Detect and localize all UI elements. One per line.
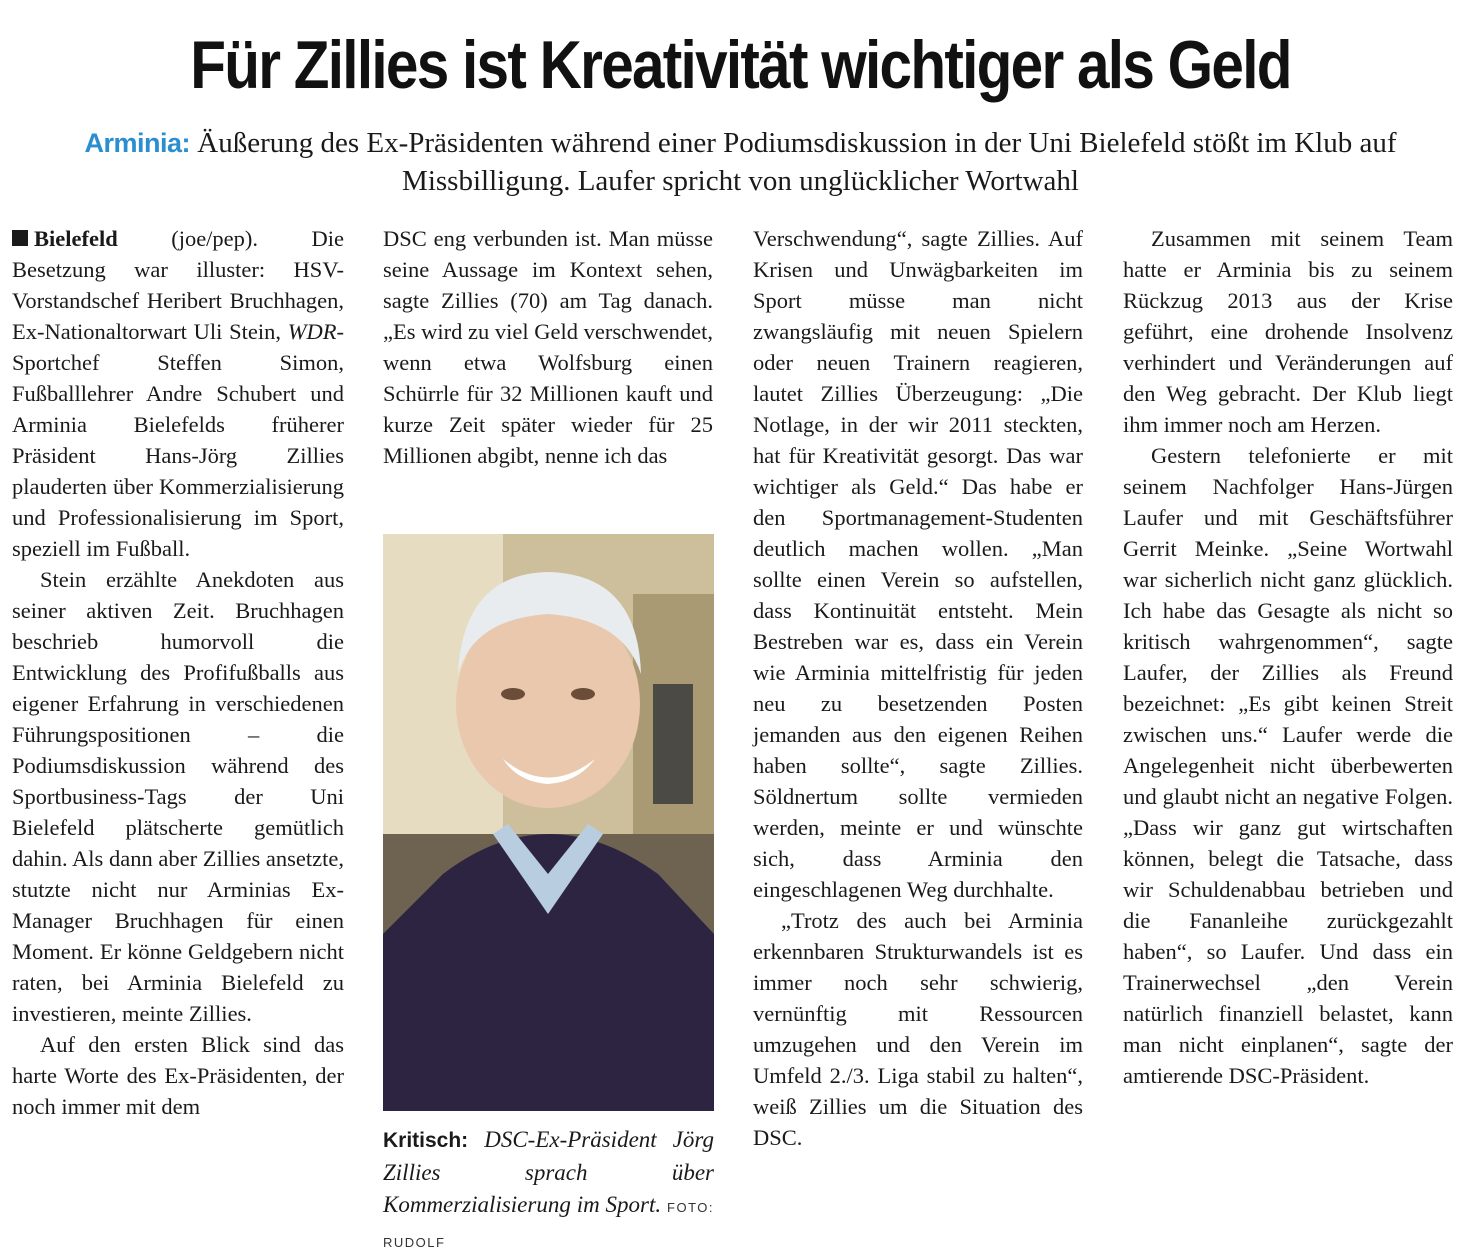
wdr-text: WDR [287, 319, 337, 344]
paragraph: DSC eng verbunden ist. Man müsse seine Aussage im Kontext sehen, sagte Zillies (70) am Tag danach. „Es wird zu viel Geld verschwendet, wenn etwa Wolfsburg einen Schürrle für 32 Millionen kauft und kurze Zeit später wieder für 25 Millionen abgibt, nenne ich das [383, 226, 713, 468]
photo-caption [383, 1124, 714, 1259]
kicker: Arminia: [84, 128, 190, 158]
article-photo [383, 534, 714, 1111]
dateline-place: Bielefeld [34, 226, 118, 251]
paragraph: „Trotz des auch bei Arminia erkennbaren Strukturwandels ist es immer noch sehr schwierig, vernünftig mit Ressourcen umzugehen und den Verein im Umfeld 2./3. Liga stabil zu halten“, weiß Zillies um die Situation des DSC. [753, 908, 1083, 1150]
dateline-text: (joe/pep). Die Besetzung war illuster: HSV-Vorstandschef Heribert Bruchhagen, Ex-Nationaltorwart Uli Stein, [12, 226, 344, 344]
black-square-icon [12, 230, 28, 246]
column-2 [383, 223, 713, 471]
subhead-text: Äußerung des Ex-Präsidenten während einer Podiumsdiskussion in der Uni Bielefeld stößt im Klub auf Missbilligung. Laufer spricht von unglücklicher Wortwahl [197, 127, 1397, 197]
headline: Für Zillies ist Kreativität wichtiger als Geld [190, 27, 1291, 103]
paragraph [12, 223, 344, 564]
caption-label: Kritisch: [383, 1129, 469, 1152]
photo-credit: FOTO: RUDOLF [383, 1200, 714, 1250]
portrait-photo-graphic [383, 534, 714, 1111]
column-4 [1123, 223, 1453, 1091]
subheadline [20, 124, 1461, 200]
column-1 [12, 223, 344, 1122]
paragraph: Verschwendung“, sagte Zillies. Auf Krisen und Unwägbarkeiten im Sport müsse man nicht zwangsläufig mit neuen Spielern oder neuen Trainern reagieren, lautet Zillies Überzeugung: „Die Notlage, in der wir 2011 steckten, hat für Kreativität gesorgt. Das war wichtiger als Geld.“ Das habe er den Sportmanagement-Studenten deutlich machen wollen. „Man sollte einen Verein so aufstellen, dass Kontinuität entsteht. Mein Bestreben war es, dass ein Verein wie Arminia mittelfristig für jeden neu zu besetzenden Posten jemanden aus den eigenen Reihen haben sollte“, sagte Zillies. Söldnertum sollte vermieden werden, meinte er und wünschte sich, dass Arminia den eingeschlagenen Weg durchhalte. [753, 226, 1083, 902]
paragraph-text: -Sportchef Steffen Simon, Fußballlehrer Andre Schubert und Arminia Bielefelds früherer Präsident Hans-Jörg Zillies plauderten über Kommerzialisierung und Professionalisierung im Sport, speziell im Fußball. [12, 319, 344, 561]
paragraph: Gestern telefonierte er mit seinem Nachfolger Hans-Jürgen Laufer und mit Geschäftsführer Gerrit Meinke. „Seine Wortwahl war sicherlich nicht ganz glücklich. Ich habe das Gesagte als nicht so kritisch wahrgenommen“, sagte Laufer, der Zillies als Freund bezeichnet: „Es gibt keinen Streit zwischen uns.“ Laufer werde die Angelegenheit nicht überbewerten und glaubt nicht an negative Folgen. „Dass wir ganz gut wirtschaften können, belegt die Tatsache, dass wir Schuldenabbau betrieben und die Fananleihe zurückgezahlt haben“, so Laufer. Und dass ein Trainerwechsel „den Verein natürlich finanziell belastet, kann man nicht einplanen“, sagte der amtierende DSC-Präsident. [1123, 443, 1453, 1088]
paragraph: Zusammen mit seinem Team hatte er Arminia bis zu seinem Rückzug 2013 aus der Krise geführt, eine drohende Insolvenz verhindert und Veränderungen auf den Weg gebracht. Der Klub liegt ihm immer noch am Herzen. [1123, 226, 1453, 437]
caption-text: DSC-Ex-Präsident Jörg Zillies sprach über Kommerzialisierung im Sport. [383, 1127, 714, 1217]
paragraph: Stein erzählte Anekdoten aus seiner aktiven Zeit. Bruchhagen beschrieb humorvoll die Entwicklung des Profifußballs aus eigener Erfahrung in verschiedenen Führungspositionen – die Podiumsdiskussion während des Sportbusiness-Tags der Uni Bielefeld plätscherte gemütlich dahin. Als dann aber Zillies ansetzte, stutzte nicht nur Arminias Ex-Manager Bruchhagen für einen Moment. Er könne Geldgebern nicht raten, bei Arminia Bielefeld zu investieren, meinte Zillies. [12, 567, 344, 1026]
paragraph: Auf den ersten Blick sind das harte Worte des Ex-Präsidenten, der noch immer mit dem [12, 1032, 344, 1119]
column-3 [753, 223, 1083, 1153]
